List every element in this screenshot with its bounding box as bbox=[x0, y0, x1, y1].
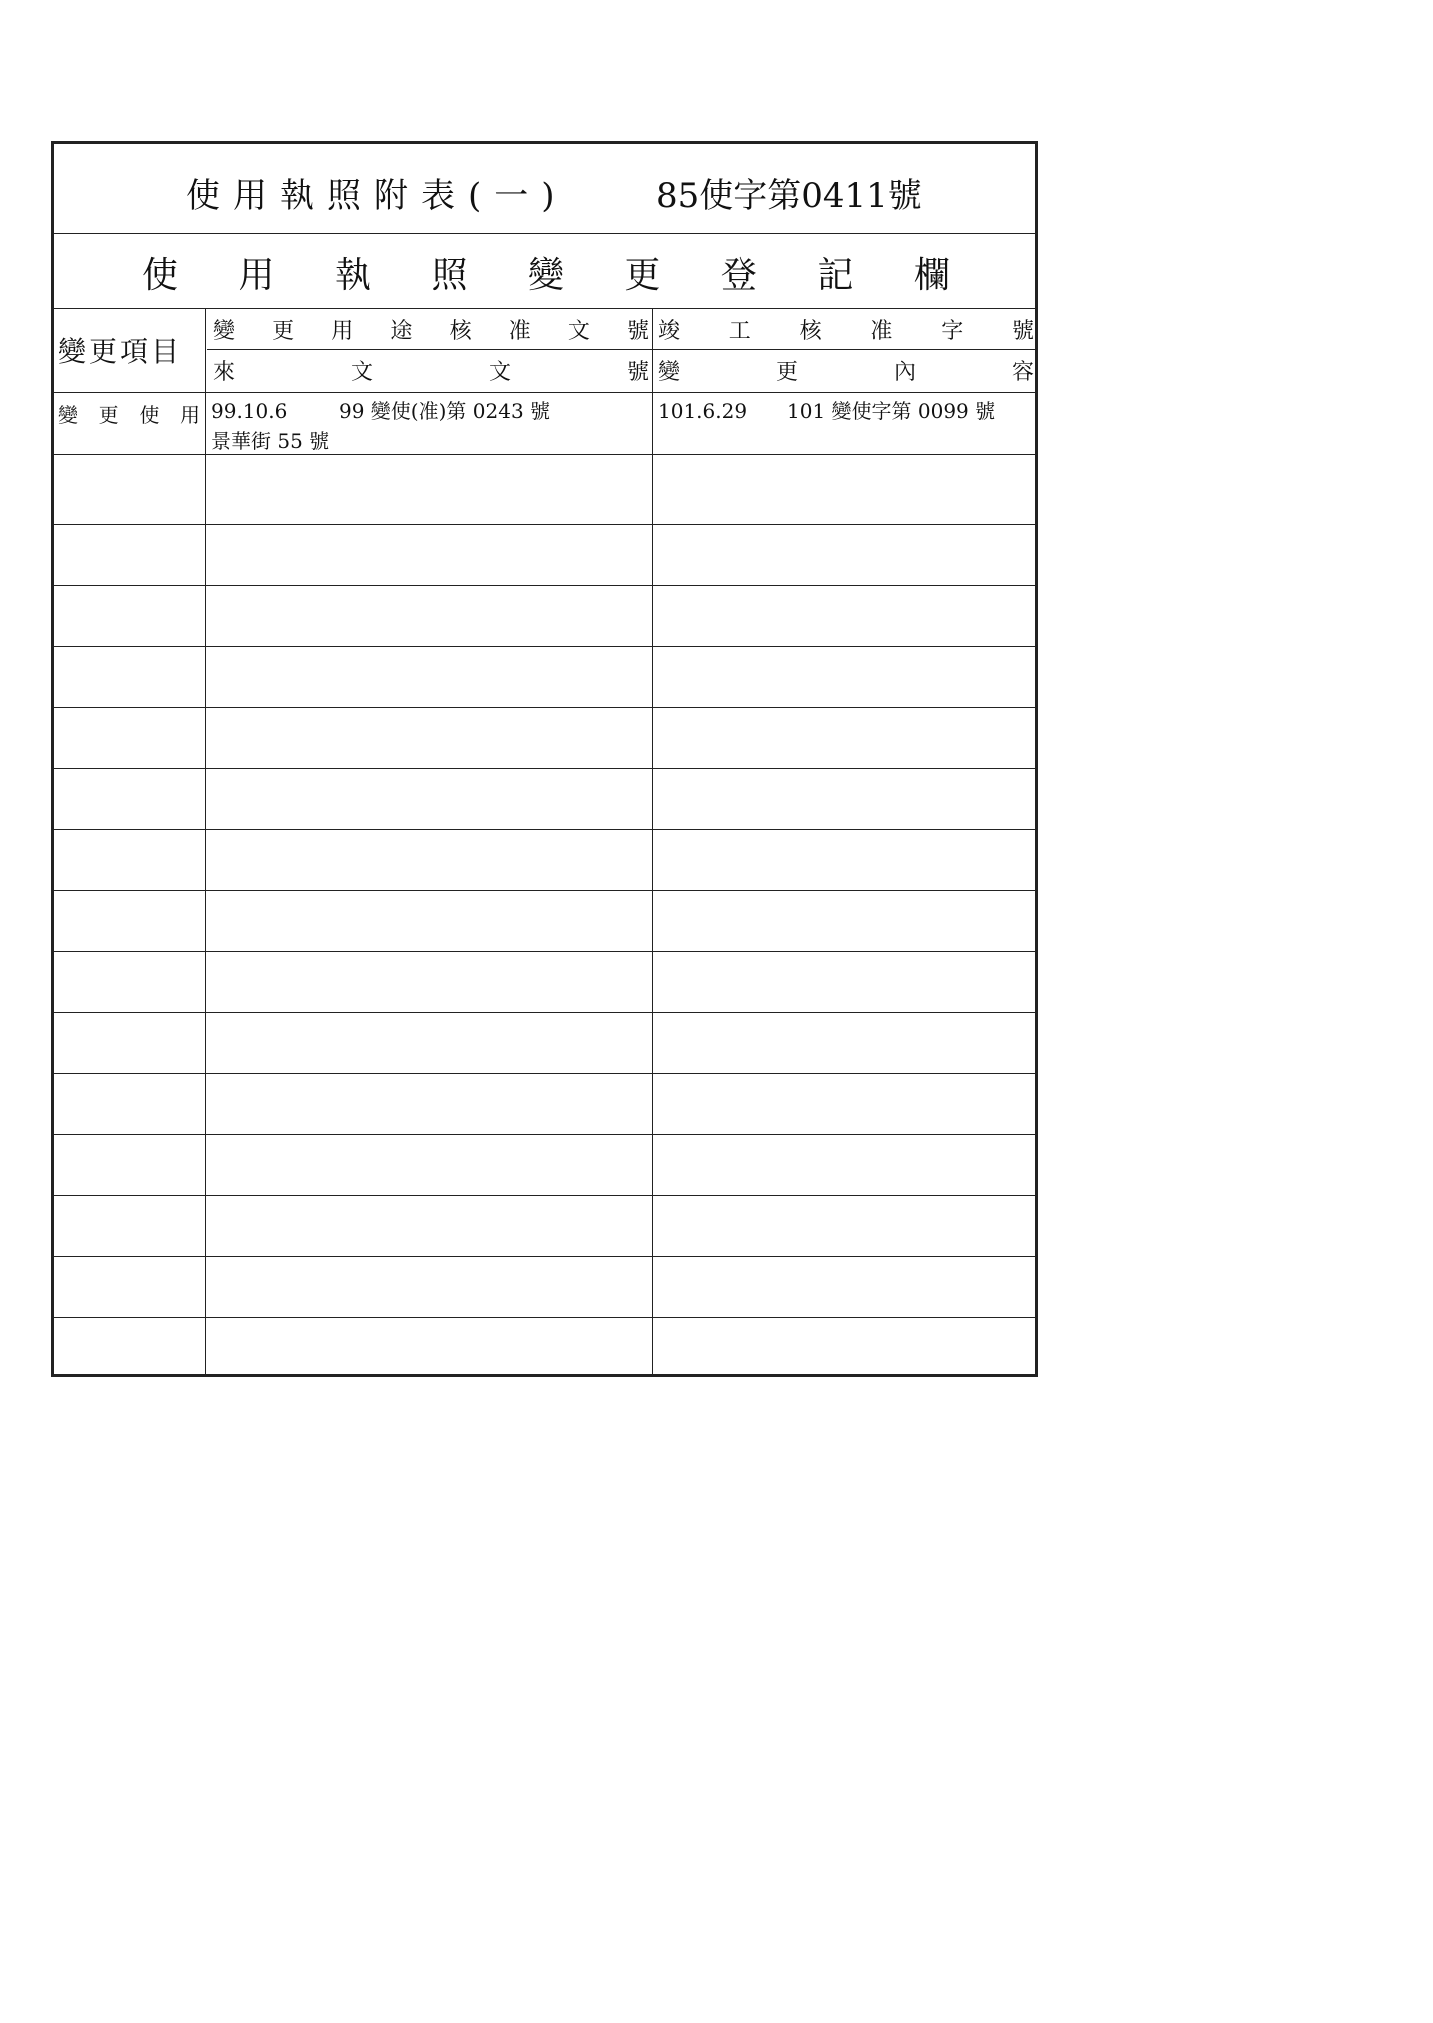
char: 字 bbox=[941, 318, 964, 344]
row-divider bbox=[54, 1195, 1035, 1196]
approval-address: 景華街 55 號 bbox=[211, 429, 330, 453]
row-divider bbox=[54, 829, 1035, 830]
divider-header-inner bbox=[207, 349, 1035, 350]
row-divider bbox=[54, 951, 1035, 952]
char: 欄 bbox=[913, 254, 950, 296]
approval-number: 99 變使(准)第 0243 號 bbox=[339, 399, 551, 423]
row-divider bbox=[54, 768, 1035, 769]
row-divider bbox=[54, 454, 1035, 455]
char: 准 bbox=[508, 318, 531, 344]
divider-title bbox=[54, 233, 1035, 234]
row-divider bbox=[54, 1256, 1035, 1257]
char: 竣 bbox=[658, 318, 681, 344]
char: 執 bbox=[334, 254, 371, 296]
row-divider bbox=[54, 1317, 1035, 1318]
header-item-label-text: 變更項目 bbox=[58, 335, 183, 368]
row-divider bbox=[54, 707, 1035, 708]
char: 文 bbox=[567, 318, 590, 344]
char: 變 bbox=[213, 318, 236, 344]
row-divider bbox=[54, 524, 1035, 525]
char: 核 bbox=[449, 318, 472, 344]
char: 用 bbox=[179, 402, 200, 427]
registration-form bbox=[51, 141, 1038, 1377]
header-col2-bottom bbox=[658, 352, 1034, 388]
license-number-text: 85使字第0411號 bbox=[656, 176, 922, 216]
char: 更 bbox=[272, 318, 295, 344]
char: 號 bbox=[1011, 318, 1034, 344]
header-item-label bbox=[58, 330, 182, 370]
approval-date: 99.10.6 bbox=[211, 399, 288, 423]
row-divider bbox=[54, 890, 1035, 891]
char: 用 bbox=[238, 254, 275, 296]
row-divider bbox=[54, 1073, 1035, 1074]
row-item bbox=[58, 398, 200, 428]
section-heading bbox=[142, 236, 950, 308]
char: 核 bbox=[799, 318, 822, 344]
char: 記 bbox=[817, 254, 854, 296]
char: 文 bbox=[350, 359, 373, 385]
license-number bbox=[656, 168, 922, 217]
char: 來 bbox=[213, 359, 236, 385]
char: 使 bbox=[139, 402, 160, 427]
column-divider-1 bbox=[205, 308, 206, 1374]
row-divider bbox=[54, 585, 1035, 586]
char: 照 bbox=[431, 254, 468, 296]
char: 使 bbox=[142, 254, 179, 296]
char: 登 bbox=[720, 254, 757, 296]
char: 文 bbox=[488, 359, 511, 385]
form-title bbox=[186, 168, 568, 217]
char: 用 bbox=[331, 318, 354, 344]
completion-date: 101.6.29 bbox=[658, 399, 748, 423]
row-divider bbox=[54, 646, 1035, 647]
column-divider-2 bbox=[652, 308, 653, 1374]
row-divider bbox=[54, 1134, 1035, 1135]
char: 容 bbox=[1011, 359, 1034, 385]
char: 號 bbox=[626, 359, 649, 385]
header-col1-top bbox=[213, 311, 649, 347]
char: 更 bbox=[775, 359, 798, 385]
char: 工 bbox=[728, 318, 751, 344]
divider-section bbox=[54, 308, 1035, 309]
char: 更 bbox=[624, 254, 661, 296]
row-divider bbox=[54, 1012, 1035, 1013]
header-col2-top bbox=[658, 311, 1034, 347]
completion-number: 101 變使字第 0099 號 bbox=[787, 399, 996, 423]
char: 准 bbox=[870, 318, 893, 344]
divider-header bbox=[54, 392, 1035, 393]
form-title-label: 使用執照附表(一) bbox=[186, 176, 568, 216]
char: 更 bbox=[98, 402, 119, 427]
char: 途 bbox=[390, 318, 413, 344]
char: 變 bbox=[658, 359, 681, 385]
char: 變 bbox=[58, 402, 78, 427]
char: 號 bbox=[626, 318, 649, 344]
char: 變 bbox=[527, 254, 564, 296]
header-col1-bottom bbox=[213, 352, 649, 388]
char: 內 bbox=[893, 359, 916, 385]
